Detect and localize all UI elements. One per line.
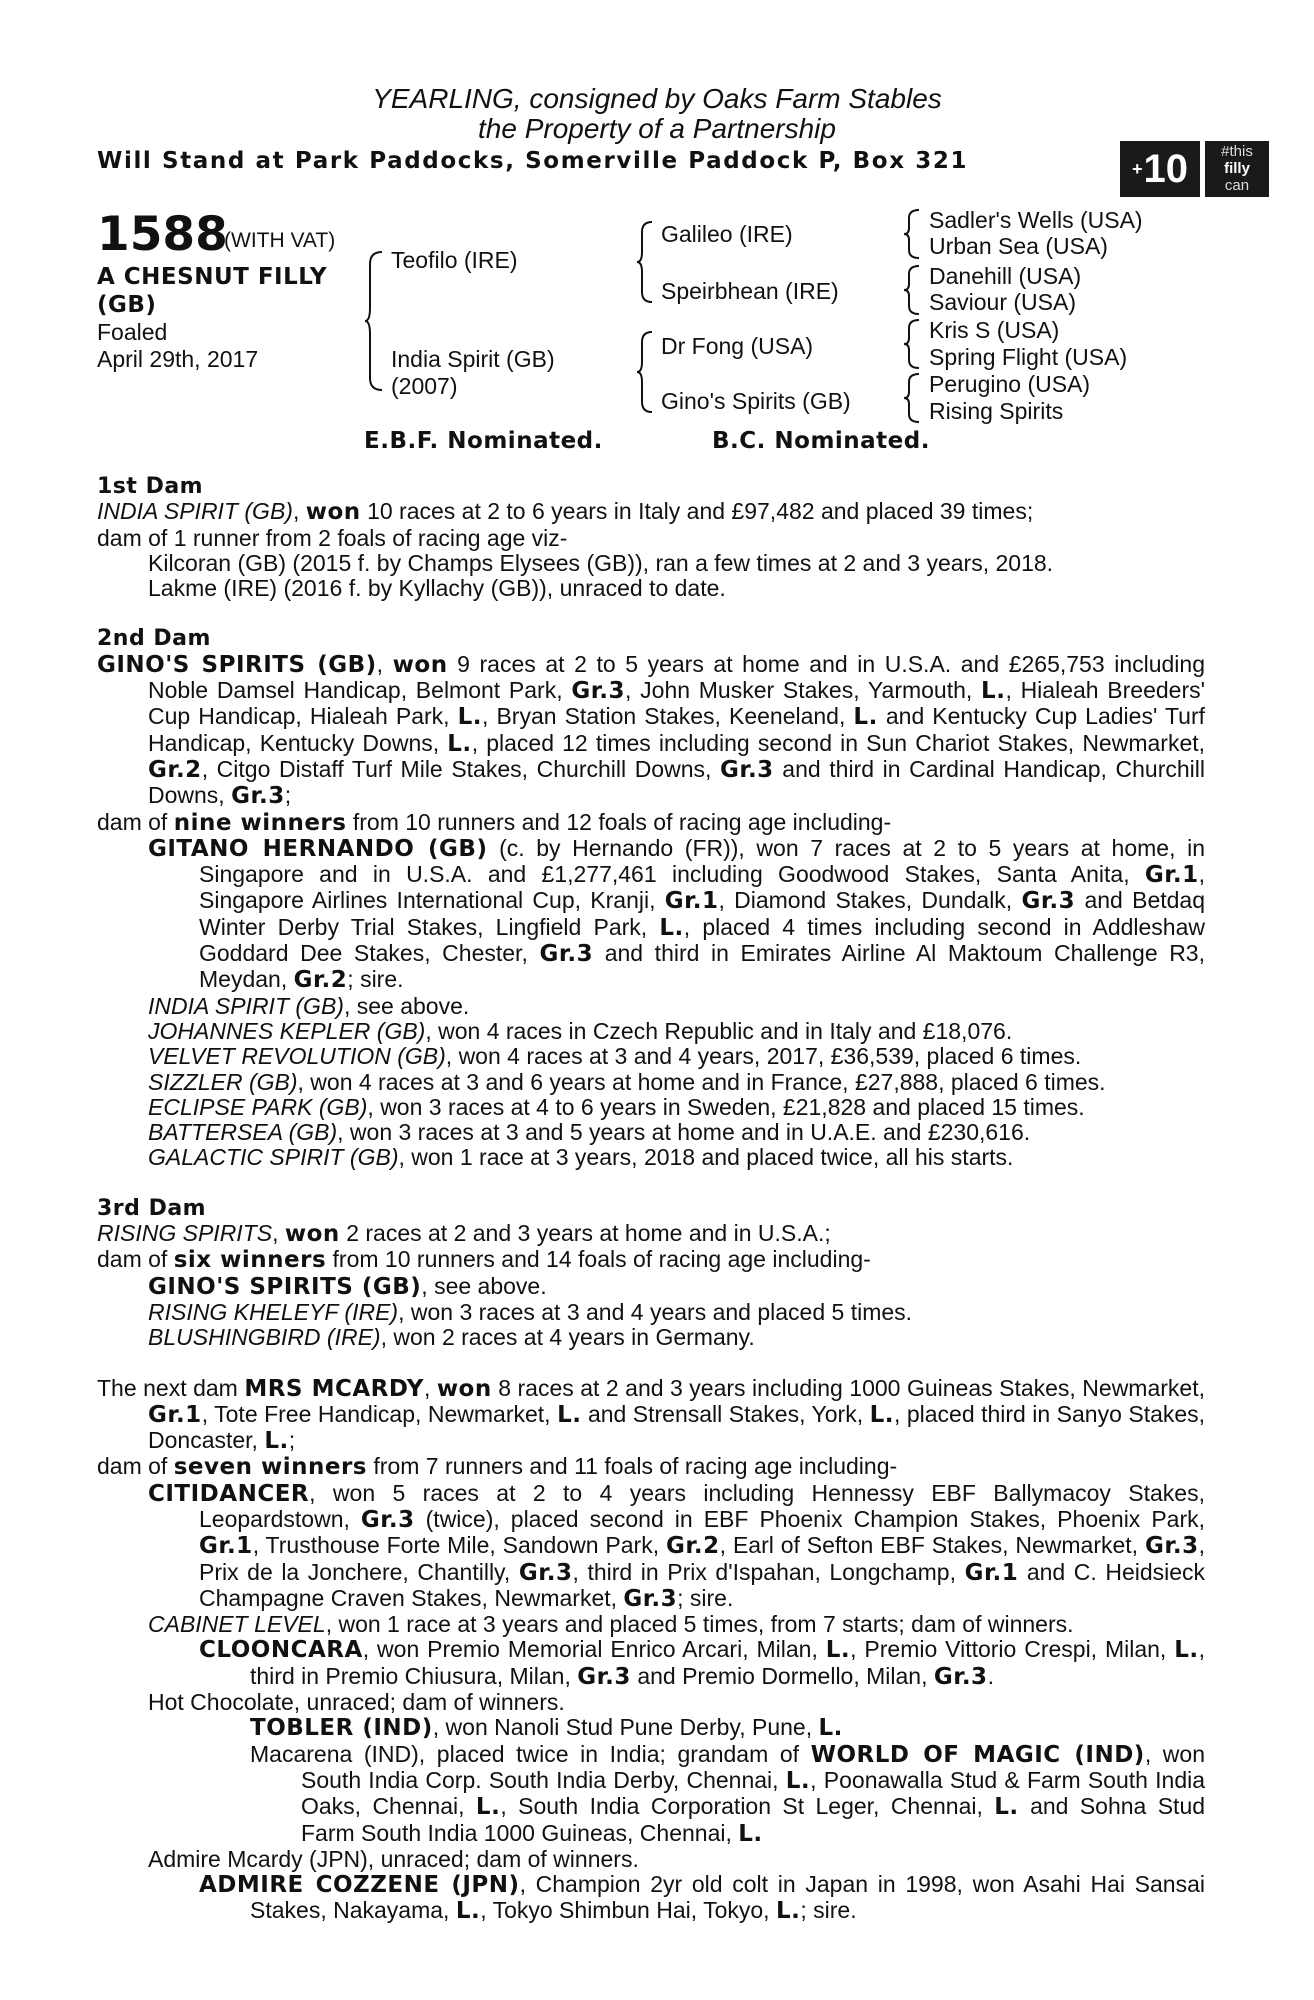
winners-count: nine winners: [173, 809, 347, 836]
horse-name: GINO'S SPIRITS (GB): [97, 651, 377, 678]
great-grandparent: Sadler's Wells (USA): [929, 207, 1143, 233]
stabling-location: Will Stand at Park Paddocks, Somerville Paddock P, Box 321: [97, 148, 969, 174]
offspring-entry: [97, 994, 1205, 1019]
won-label: won: [284, 1221, 340, 1248]
offspring-entry: [97, 1612, 1205, 1637]
grandsire-paternal: Galileo (IRE): [661, 221, 793, 247]
bc-nomination: B.C. Nominated.: [712, 428, 930, 454]
offspring-entry: [97, 1145, 1205, 1170]
first-dam-heading: 1st Dam: [97, 474, 204, 499]
record-text: from 10 runners and 12 foals of racing age including-: [352, 808, 892, 835]
logo-word: filly: [1224, 160, 1250, 177]
grade-label: Gr.3: [360, 1506, 415, 1533]
gg-brace-3: [903, 318, 921, 370]
great-grandparent: Danehill (USA): [929, 263, 1082, 289]
record-text: , Champion 2yr old colt in Japan in 1998, won Asahi Hai Sansai Stakes, Nakayama,: [250, 1871, 1206, 1924]
record-text: , won 3 races at 3 and 5 years at home and in U.A.E. and £230,616.: [337, 1119, 1031, 1146]
record-text: from 10 runners and 14 foals of racing age including-: [332, 1246, 871, 1273]
dam-line-brace: [636, 330, 654, 414]
sire-name: Teofilo (IRE): [391, 247, 518, 273]
record-text: , won 4 races at 3 and 6 years at home and in France, £27,888, placed 6 times.: [297, 1068, 1106, 1095]
logo-word: can: [1224, 177, 1250, 194]
horse-name: BLUSHINGBIRD (IRE): [148, 1324, 381, 1351]
horse-name: CABINET LEVEL: [148, 1611, 326, 1638]
plus10-logo: +10: [1120, 141, 1200, 197]
record-text: 10 races at 2 to 6 years in Italy and £97,482 and placed 39 times;: [367, 498, 1034, 525]
record-text: , Citgo Distaff Turf Mile Stakes, Churchill Downs,: [201, 755, 712, 782]
listed-label: L.: [994, 1794, 1019, 1821]
offspring-line: Kilcoran (GB) (2015 f. by Champs Elysees (GB)), ran a few times at 2 and 3 years, 2018.: [148, 549, 1054, 576]
gg-brace-2: [903, 264, 921, 316]
grade-label: Gr.1: [1144, 862, 1199, 889]
third-dam-heading: 3rd Dam: [97, 1195, 207, 1221]
grade-label: Gr.3: [231, 783, 285, 810]
offspring-entry: [97, 836, 1205, 994]
listed-label: L.: [557, 1401, 582, 1428]
horse-name: INDIA SPIRIT (GB): [97, 498, 293, 525]
horse-name: GITANO HERNANDO (GB): [148, 835, 488, 862]
grade-label: Gr.1: [964, 1559, 1019, 1586]
record-text: , John Musker Stakes, Yarmouth,: [625, 677, 973, 704]
granddam-paternal: Speirbhean (IRE): [661, 278, 839, 304]
record-text: , won 3 races at 4 to 6 years in Sweden, £21,828 and placed 15 times.: [367, 1093, 1085, 1120]
vat-label: (WITH VAT): [224, 229, 336, 252]
horse-name: MRS MCARDY: [244, 1375, 424, 1402]
record-text: , Bryan Station Stakes, Keeneland,: [482, 703, 846, 730]
catalogue-body: [97, 474, 1205, 1925]
record-text: 2 races at 2 and 3 years at home and in U.S.A.;: [346, 1220, 831, 1247]
won-label: won: [436, 1375, 492, 1402]
record-text: , won 1 race at 3 years and placed 5 times, from 7 starts; dam of winners.: [325, 1611, 1074, 1638]
listed-label: L.: [818, 1715, 843, 1742]
horse-name: RISING SPIRITS: [97, 1220, 273, 1247]
record-text: from 7 runners and 11 foals of racing age including-: [373, 1453, 898, 1480]
punctuation: .: [987, 1662, 994, 1689]
next-dam-produce: [97, 1454, 1205, 1480]
next-dam-record: The next dam MRS MCARDY, won 8 races at 2 and 3 years including 1000 Guineas Stakes, Newmarket, Gr.1, Tote Free Handicap, Newmarket, L. and Strensall Stakes, York, L., placed third in Sanyo Stakes, Doncaster, L.;: [97, 1374, 1206, 1455]
offspring-entry: [97, 1274, 1205, 1300]
horse-name: CLOONCARA: [199, 1637, 363, 1664]
record-text: and Kentucky Cup Ladies' Turf Handicap, Kentucky Downs,: [148, 703, 1206, 756]
record-text: , won South India Corp. South India Derby, Chennai,: [301, 1740, 1206, 1793]
second-dam-heading: 2nd Dam: [97, 626, 211, 652]
record-text: , won 4 races at 3 and 4 years, 2017, £36,539, placed 6 times.: [445, 1043, 1082, 1070]
foaled-label: Foaled: [97, 319, 168, 345]
listed-label: L.: [457, 704, 483, 731]
record-text: and Strensall Stakes, York,: [587, 1400, 864, 1427]
third-dam-produce: [97, 1247, 1205, 1273]
record-text: and Premio Dormello, Milan,: [637, 1662, 928, 1689]
won-label: won: [392, 651, 448, 678]
record-text: , Premio Vittorio Crespi, Milan,: [850, 1636, 1167, 1663]
horse-name: CITIDANCER: [148, 1480, 310, 1507]
record-text: , South India Corporation St Leger, Chennai,: [500, 1793, 983, 1820]
lot-description: [97, 263, 327, 319]
listed-label: L.: [825, 1637, 851, 1664]
foaled-date: April 29th, 2017: [97, 346, 259, 372]
record-text: , third in Prix d'Ispahan, Longchamp,: [572, 1558, 956, 1585]
ownership-line: the Property of a Partnership: [478, 113, 836, 144]
record-text: and third in Emirates Airline Al Maktoum Challenge R3, Meydan,: [199, 940, 1205, 993]
sale-title: YEARLING, consigned by Oaks Farm Stables: [372, 83, 942, 114]
grade-label: Gr.1: [148, 1401, 202, 1428]
offspring-entry: Admire Mcardy (JPN), unraced; dam of winners.: [148, 1845, 639, 1872]
sire-dam-brace: [364, 250, 384, 392]
record-text: , placed third in Sanyo Stakes, Doncaster,: [148, 1400, 1206, 1454]
listed-label: L.: [447, 730, 472, 757]
record-text: , Prix de la Jonchere, Chantilly,: [199, 1532, 1206, 1585]
record-text: , see above.: [343, 992, 470, 1019]
offspring-entry: [97, 1300, 1205, 1325]
granddam-maternal: Gino's Spirits (GB): [661, 388, 851, 414]
listed-label: L.: [264, 1428, 289, 1455]
offspring-entry: [97, 1325, 1205, 1350]
grade-label: Gr.3: [571, 678, 626, 705]
offspring-entry: [97, 1742, 1205, 1847]
record-text: , Tote Free Handicap, Newmarket,: [201, 1400, 551, 1427]
horse-name: GALACTIC SPIRIT (GB): [148, 1144, 399, 1171]
listed-label: L.: [785, 1767, 811, 1794]
listed-label: L.: [738, 1820, 763, 1847]
horse-name: JOHANNES KEPLER (GB): [148, 1017, 426, 1044]
first-dam-produce: dam of 1 runner from 2 foals of racing age viz-: [97, 524, 568, 551]
great-grandparent: Kris S (USA): [929, 317, 1060, 343]
grade-label: Gr.3: [1144, 1533, 1199, 1560]
record-text: , Singapore Airlines International Cup, Kranji,: [199, 861, 1205, 914]
record-text: 9 races at 2 to 5 years at home and in U.S.A. and £265,753 including Noble Damsel Handicap, Belmont Park,: [148, 650, 1205, 704]
record-text: 8 races at 2 and 3 years including 1000 Guineas Stakes, Newmarket,: [498, 1374, 1205, 1401]
gg-brace-1: [903, 208, 921, 260]
record-text: The next dam: [97, 1374, 238, 1401]
lot-description-line: (GB): [97, 292, 157, 318]
offspring-entry: [97, 1637, 1205, 1690]
record-text: and C. Heidsieck Champagne Craven Stakes, Newmarket,: [199, 1558, 1206, 1611]
listed-label: L.: [475, 1794, 501, 1821]
plus10-logo-text: 10: [1143, 147, 1188, 191]
record-text: , won 1 race at 3 years, 2018 and placed twice, all his starts.: [398, 1144, 1014, 1171]
punctuation: ;: [284, 782, 292, 809]
offspring-entry: [97, 1070, 1205, 1095]
third-dam-record: RISING SPIRITS, won 2 races at 2 and 3 years at home and in U.S.A.;: [97, 1220, 831, 1248]
horse-name: WORLD OF MAGIC (IND): [810, 1741, 1145, 1768]
record-text: Macarena (IND), placed twice in India; grandam of: [250, 1740, 800, 1767]
record-text: , Tokyo Shimbun Hai, Tokyo,: [480, 1897, 770, 1924]
record-text: , placed 4 times including second in Addleshaw Goddard Dee Stakes, Chester,: [199, 913, 1206, 967]
grade-label: Gr.3: [577, 1663, 631, 1690]
record-text: ; sire.: [677, 1584, 734, 1611]
record-text: ; sire.: [347, 966, 404, 993]
record-text: ; sire.: [800, 1897, 857, 1924]
horse-name: TOBLER (IND): [250, 1715, 433, 1742]
grade-label: Gr.3: [933, 1663, 988, 1690]
horse-name: VELVET REVOLUTION (GB): [148, 1043, 446, 1070]
offspring-entry: [97, 1715, 1205, 1741]
horse-name: SIZZLER (GB): [148, 1068, 298, 1095]
offspring-entry: [97, 1872, 1205, 1925]
logo-word: #this: [1221, 143, 1253, 160]
offspring-entry: [97, 1481, 1205, 1612]
horse-name: ECLIPSE PARK (GB): [148, 1093, 368, 1120]
record-text: , Diamond Stakes, Dundalk,: [718, 887, 1013, 914]
record-text: dam of: [97, 808, 168, 835]
horse-name: BATTERSEA (GB): [148, 1119, 338, 1146]
punctuation: ;: [288, 1427, 296, 1454]
listed-label: L.: [981, 678, 1006, 705]
grade-label: Gr.3: [623, 1585, 678, 1612]
winners-count: six winners: [173, 1247, 327, 1274]
horse-name: RISING KHELEYF (IRE): [148, 1298, 399, 1325]
grade-label: Gr.3: [518, 1559, 573, 1586]
record-text: , Poonawalla Stud & Farm South India Oaks, Chennai,: [301, 1766, 1206, 1820]
lot-number: 1588: [97, 207, 228, 262]
dam-year: (2007): [391, 373, 458, 399]
grade-label: Gr.3: [539, 941, 594, 968]
record-text: , won 4 races in Czech Republic and in Italy and £18,076.: [425, 1017, 1013, 1044]
grade-label: Gr.2: [148, 756, 202, 783]
grade-label: Gr.2: [293, 967, 348, 994]
grade-label: Gr.1: [199, 1533, 253, 1560]
winners-count: seven winners: [173, 1454, 367, 1481]
lot-description-line: A CHESNUT FILLY: [97, 264, 327, 290]
record-text: , placed 12 times including second in Sun Chariot Stakes, Newmarket,: [471, 729, 1206, 756]
dam-name: India Spirit (GB): [391, 346, 555, 372]
this-filly-can-logo: [1205, 141, 1269, 197]
record-text: , won 2 races at 4 years in Germany.: [380, 1324, 755, 1351]
offspring-entry: [97, 1019, 1205, 1044]
record-text: and Sohna Stud Farm South India 1000 Guineas, Chennai,: [301, 1793, 1206, 1846]
record-text: (twice), placed second in EBF Phoenix Champion Stakes, Phoenix Park,: [425, 1505, 1206, 1532]
record-text: , third in Premio Chiusura, Milan,: [250, 1636, 1205, 1689]
record-text: , won 3 races at 3 and 4 years and placed 5 times.: [398, 1298, 913, 1325]
grandsire-maternal: Dr Fong (USA): [661, 333, 814, 359]
record-text: , Earl of Sefton EBF Stakes, Newmarket,: [719, 1532, 1139, 1559]
record-text: , Hialeah Breeders' Cup Handicap, Hialeah Park,: [148, 677, 1206, 730]
first-dam-record: INDIA SPIRIT (GB), won 10 races at 2 to 6 years in Italy and £97,482 and placed 39 times;: [97, 498, 1034, 526]
great-grandparent: Urban Sea (USA): [929, 233, 1108, 259]
sire-line-brace: [636, 220, 654, 304]
offspring-entry: Hot Chocolate, unraced; dam of winners.: [148, 1689, 565, 1716]
offspring-entry: [97, 1095, 1205, 1120]
second-dam-record: GINO'S SPIRITS (GB), won 9 races at 2 to 5 years at home and in U.S.A. and £265,753 including Noble Damsel Handicap, Belmont Park, Gr.3, John Musker Stakes, Yarmouth, L., Hialeah Breeders' Cup Handicap, Hialeah Park, L., Bryan Station Stakes, Keeneland, L. and Kentucky Cup Ladies' Turf Handicap, Kentucky Downs, L., placed 12 times including second in Sun Chariot Stakes, Newmarket, Gr.2, Citgo Distaff Turf Mile Stakes, Churchill Downs, Gr.3 and third in Cardinal Handicap, Churchill Downs, Gr.3;: [97, 650, 1206, 810]
grade-label: Gr.1: [664, 888, 719, 915]
great-grandparent: Rising Spirits: [929, 398, 1064, 424]
grade-label: Gr.3: [1021, 888, 1076, 915]
offspring-entry: [97, 1044, 1205, 1069]
record-text: , won 5 races at 2 to 4 years including Hennessy EBF Ballymacoy Stakes, Leopardstown,: [199, 1479, 1205, 1532]
record-text: (c. by Hernando (FR)), won 7 races at 2 to 5 years at home, in Singapore and in U.S.A. and £1,277,461 including Goodwood Stakes, Santa Anita,: [199, 834, 1205, 888]
horse-name: INDIA SPIRIT (GB): [148, 992, 344, 1019]
record-text: and third in Cardinal Handicap, Churchill Downs,: [148, 755, 1205, 809]
record-text: , won Nanoli Stud Pune Derby, Pune,: [432, 1714, 813, 1741]
offspring-entry: [97, 1120, 1205, 1145]
grade-label: Gr.2: [665, 1533, 720, 1560]
listed-label: L.: [1174, 1637, 1199, 1664]
record-text: and Betdaq Winter Derby Trial Stakes, Lingfield Park,: [199, 887, 1206, 940]
offspring-line: Lakme (IRE) (2016 f. by Kyllachy (GB)), unraced to date.: [148, 575, 726, 602]
great-grandparent: Saviour (USA): [929, 289, 1076, 315]
great-grandparent: Perugino (USA): [929, 371, 1091, 397]
listed-label: L.: [455, 1898, 481, 1925]
horse-name: GINO'S SPIRITS (GB): [148, 1273, 422, 1300]
listed-label: L.: [775, 1898, 801, 1925]
record-text: , Trusthouse Forte Mile, Sandown Park,: [252, 1532, 660, 1559]
won-label: won: [305, 499, 361, 526]
ebf-nomination: E.B.F. Nominated.: [364, 428, 603, 454]
great-grandparent: Spring Flight (USA): [929, 344, 1128, 370]
grade-label: Gr.3: [720, 756, 774, 783]
record-text: , won Premio Memorial Enrico Arcari, Milan,: [362, 1636, 818, 1663]
record-text: dam of: [97, 1453, 168, 1480]
listed-label: L.: [659, 914, 684, 941]
horse-name: ADMIRE COZZENE (JPN): [199, 1872, 520, 1899]
gg-brace-4: [903, 372, 921, 424]
record-text: dam of: [97, 1246, 168, 1273]
listed-label: L.: [869, 1401, 894, 1428]
second-dam-produce: [97, 810, 1205, 836]
record-text: , see above.: [421, 1272, 547, 1299]
listed-label: L.: [853, 704, 878, 731]
